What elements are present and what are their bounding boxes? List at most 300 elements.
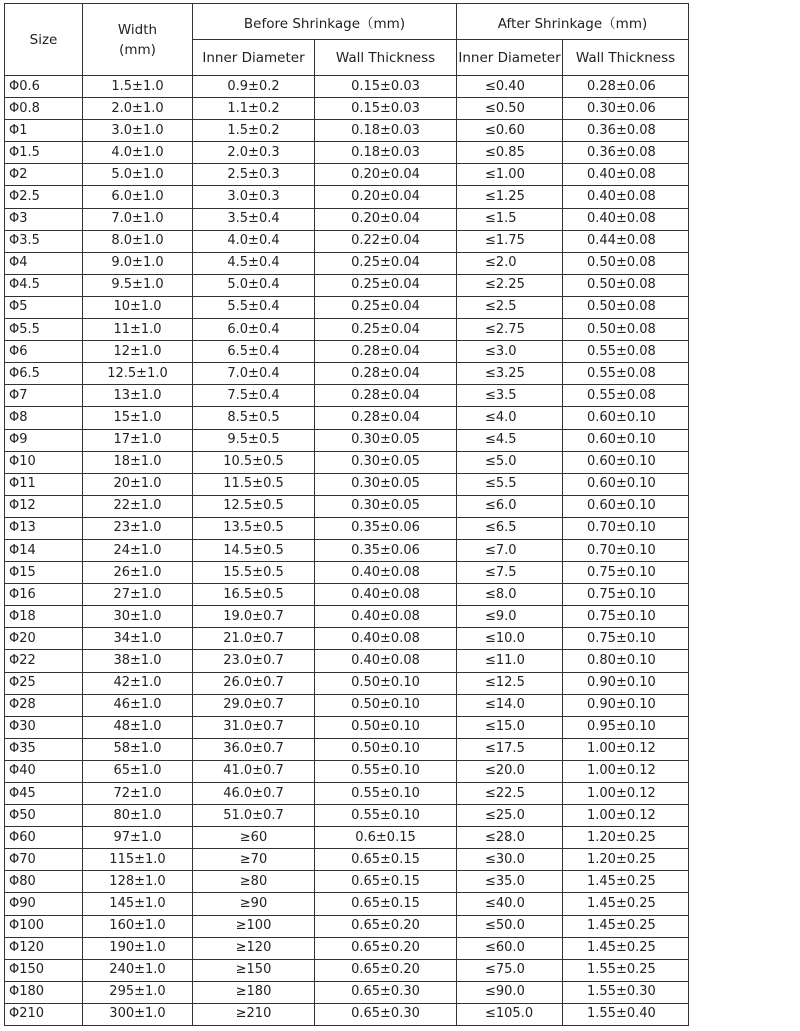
width-cell: 24±1.0 <box>83 539 193 561</box>
width-cell: 10±1.0 <box>83 296 193 318</box>
size-cell: Φ35 <box>5 738 83 760</box>
width-cell: 65±1.0 <box>83 760 193 782</box>
after-inner-diameter-cell: ≤30.0 <box>457 849 563 871</box>
size-cell: Φ0.8 <box>5 98 83 120</box>
before-inner-diameter-cell: 7.0±0.4 <box>193 363 315 385</box>
before-inner-diameter-cell: 51.0±0.7 <box>193 805 315 827</box>
header-before-wall-thickness: Wall Thickness <box>315 40 457 76</box>
after-wall-thickness-cell: 0.30±0.06 <box>563 98 689 120</box>
before-wall-thickness-cell: 0.65±0.20 <box>315 937 457 959</box>
after-inner-diameter-cell: ≤1.00 <box>457 164 563 186</box>
after-wall-thickness-cell: 0.36±0.08 <box>563 120 689 142</box>
before-inner-diameter-cell: 31.0±0.7 <box>193 716 315 738</box>
after-inner-diameter-cell: ≤5.0 <box>457 451 563 473</box>
size-cell: Φ5.5 <box>5 319 83 341</box>
size-cell: Φ28 <box>5 694 83 716</box>
size-cell: Φ1 <box>5 120 83 142</box>
header-after-shrinkage: After Shrinkage（mm) <box>457 4 689 40</box>
width-cell: 15±1.0 <box>83 407 193 429</box>
before-wall-thickness-cell: 0.50±0.10 <box>315 672 457 694</box>
table-body <box>5 76 689 1026</box>
before-wall-thickness-cell: 0.50±0.10 <box>315 694 457 716</box>
before-inner-diameter-cell: 46.0±0.7 <box>193 783 315 805</box>
after-inner-diameter-cell: ≤4.5 <box>457 429 563 451</box>
width-cell: 4.0±1.0 <box>83 142 193 164</box>
width-cell: 295±1.0 <box>83 981 193 1003</box>
after-inner-diameter-cell: ≤0.50 <box>457 98 563 120</box>
size-cell: Φ20 <box>5 628 83 650</box>
after-wall-thickness-cell: 0.90±0.10 <box>563 672 689 694</box>
width-cell: 80±1.0 <box>83 805 193 827</box>
after-inner-diameter-cell: ≤20.0 <box>457 760 563 782</box>
size-cell: Φ2 <box>5 164 83 186</box>
after-wall-thickness-cell: 0.44±0.08 <box>563 230 689 252</box>
after-inner-diameter-cell: ≤22.5 <box>457 783 563 805</box>
size-cell: Φ40 <box>5 760 83 782</box>
before-wall-thickness-cell: 0.65±0.20 <box>315 915 457 937</box>
after-inner-diameter-cell: ≤2.0 <box>457 252 563 274</box>
before-inner-diameter-cell: 13.5±0.5 <box>193 517 315 539</box>
table-row <box>5 208 689 230</box>
before-wall-thickness-cell: 0.30±0.05 <box>315 495 457 517</box>
header-after-inner-diameter: Inner Diameter <box>457 40 563 76</box>
after-wall-thickness-cell: 0.75±0.10 <box>563 606 689 628</box>
before-inner-diameter-cell: 8.5±0.5 <box>193 407 315 429</box>
before-wall-thickness-cell: 0.35±0.06 <box>315 539 457 561</box>
before-inner-diameter-cell: 11.5±0.5 <box>193 473 315 495</box>
before-wall-thickness-cell: 0.28±0.04 <box>315 363 457 385</box>
before-inner-diameter-cell: 36.0±0.7 <box>193 738 315 760</box>
before-inner-diameter-cell: 10.5±0.5 <box>193 451 315 473</box>
table-row <box>5 628 689 650</box>
table-row <box>5 893 689 915</box>
before-inner-diameter-cell: 15.5±0.5 <box>193 562 315 584</box>
table-row <box>5 252 689 274</box>
table-row <box>5 672 689 694</box>
size-cell: Φ15 <box>5 562 83 584</box>
after-inner-diameter-cell: ≤2.25 <box>457 274 563 296</box>
after-inner-diameter-cell: ≤17.5 <box>457 738 563 760</box>
after-inner-diameter-cell: ≤0.40 <box>457 76 563 98</box>
before-inner-diameter-cell: 16.5±0.5 <box>193 584 315 606</box>
before-wall-thickness-cell: 0.40±0.08 <box>315 584 457 606</box>
before-wall-thickness-cell: 0.40±0.08 <box>315 650 457 672</box>
table-row <box>5 385 689 407</box>
before-wall-thickness-cell: 0.40±0.08 <box>315 628 457 650</box>
before-wall-thickness-cell: 0.65±0.20 <box>315 959 457 981</box>
before-wall-thickness-cell: 0.65±0.15 <box>315 893 457 915</box>
width-cell: 46±1.0 <box>83 694 193 716</box>
after-wall-thickness-cell: 0.75±0.10 <box>563 584 689 606</box>
after-inner-diameter-cell: ≤3.0 <box>457 341 563 363</box>
after-wall-thickness-cell: 0.36±0.08 <box>563 142 689 164</box>
before-inner-diameter-cell: 1.1±0.2 <box>193 98 315 120</box>
after-wall-thickness-cell: 0.60±0.10 <box>563 407 689 429</box>
table-row <box>5 760 689 782</box>
after-wall-thickness-cell: 0.50±0.08 <box>563 252 689 274</box>
table-row <box>5 296 689 318</box>
before-wall-thickness-cell: 0.65±0.15 <box>315 871 457 893</box>
before-wall-thickness-cell: 0.18±0.03 <box>315 120 457 142</box>
before-wall-thickness-cell: 0.35±0.06 <box>315 517 457 539</box>
before-inner-diameter-cell: 1.5±0.2 <box>193 120 315 142</box>
before-wall-thickness-cell: 0.65±0.30 <box>315 981 457 1003</box>
before-wall-thickness-cell: 0.15±0.03 <box>315 98 457 120</box>
before-inner-diameter-cell: ≥180 <box>193 981 315 1003</box>
before-inner-diameter-cell: 3.5±0.4 <box>193 208 315 230</box>
before-inner-diameter-cell: 2.5±0.3 <box>193 164 315 186</box>
size-cell: Φ120 <box>5 937 83 959</box>
before-inner-diameter-cell: 12.5±0.5 <box>193 495 315 517</box>
after-wall-thickness-cell: 0.50±0.08 <box>563 274 689 296</box>
after-inner-diameter-cell: ≤40.0 <box>457 893 563 915</box>
size-cell: Φ16 <box>5 584 83 606</box>
header-after-wall-thickness: Wall Thickness <box>563 40 689 76</box>
size-cell: Φ11 <box>5 473 83 495</box>
table-row <box>5 562 689 584</box>
after-wall-thickness-cell: 0.60±0.10 <box>563 429 689 451</box>
after-wall-thickness-cell: 1.45±0.25 <box>563 871 689 893</box>
after-wall-thickness-cell: 0.55±0.08 <box>563 385 689 407</box>
before-wall-thickness-cell: 0.55±0.10 <box>315 760 457 782</box>
size-cell: Φ90 <box>5 893 83 915</box>
size-cell: Φ22 <box>5 650 83 672</box>
before-wall-thickness-cell: 0.28±0.04 <box>315 407 457 429</box>
size-cell: Φ9 <box>5 429 83 451</box>
after-inner-diameter-cell: ≤3.25 <box>457 363 563 385</box>
after-wall-thickness-cell: 1.20±0.25 <box>563 849 689 871</box>
width-cell: 145±1.0 <box>83 893 193 915</box>
after-inner-diameter-cell: ≤6.0 <box>457 495 563 517</box>
before-inner-diameter-cell: ≥210 <box>193 1003 315 1025</box>
table-row <box>5 981 689 1003</box>
table-row <box>5 451 689 473</box>
after-inner-diameter-cell: ≤9.0 <box>457 606 563 628</box>
width-cell: 3.0±1.0 <box>83 120 193 142</box>
size-cell: Φ60 <box>5 827 83 849</box>
table-row <box>5 186 689 208</box>
width-cell: 18±1.0 <box>83 451 193 473</box>
after-wall-thickness-cell: 1.55±0.30 <box>563 981 689 1003</box>
after-wall-thickness-cell: 0.55±0.08 <box>563 363 689 385</box>
table-row <box>5 1003 689 1025</box>
after-inner-diameter-cell: ≤2.75 <box>457 319 563 341</box>
before-inner-diameter-cell: 9.5±0.5 <box>193 429 315 451</box>
size-cell: Φ2.5 <box>5 186 83 208</box>
table-row <box>5 407 689 429</box>
before-inner-diameter-cell: 23.0±0.7 <box>193 650 315 672</box>
width-cell: 23±1.0 <box>83 517 193 539</box>
width-cell: 115±1.0 <box>83 849 193 871</box>
before-inner-diameter-cell: 5.5±0.4 <box>193 296 315 318</box>
width-cell: 1.5±1.0 <box>83 76 193 98</box>
header-before-shrinkage: Before Shrinkage（mm) <box>193 4 457 40</box>
before-wall-thickness-cell: 0.30±0.05 <box>315 473 457 495</box>
after-inner-diameter-cell: ≤6.5 <box>457 517 563 539</box>
size-cell: Φ180 <box>5 981 83 1003</box>
width-cell: 128±1.0 <box>83 871 193 893</box>
after-wall-thickness-cell: 1.45±0.25 <box>563 937 689 959</box>
width-cell: 11±1.0 <box>83 319 193 341</box>
before-inner-diameter-cell: 7.5±0.4 <box>193 385 315 407</box>
table-row <box>5 606 689 628</box>
width-cell: 20±1.0 <box>83 473 193 495</box>
before-wall-thickness-cell: 0.50±0.10 <box>315 738 457 760</box>
width-cell: 42±1.0 <box>83 672 193 694</box>
size-cell: Φ18 <box>5 606 83 628</box>
width-cell: 97±1.0 <box>83 827 193 849</box>
after-wall-thickness-cell: 1.45±0.25 <box>563 915 689 937</box>
after-wall-thickness-cell: 1.00±0.12 <box>563 805 689 827</box>
after-wall-thickness-cell: 1.55±0.40 <box>563 1003 689 1025</box>
after-wall-thickness-cell: 0.75±0.10 <box>563 562 689 584</box>
table-row <box>5 738 689 760</box>
after-wall-thickness-cell: 1.20±0.25 <box>563 827 689 849</box>
table-row <box>5 827 689 849</box>
table-row <box>5 959 689 981</box>
after-wall-thickness-cell: 0.55±0.08 <box>563 341 689 363</box>
before-inner-diameter-cell: 6.0±0.4 <box>193 319 315 341</box>
before-inner-diameter-cell: ≥100 <box>193 915 315 937</box>
before-wall-thickness-cell: 0.50±0.10 <box>315 716 457 738</box>
table-row <box>5 805 689 827</box>
before-inner-diameter-cell: 2.0±0.3 <box>193 142 315 164</box>
after-wall-thickness-cell: 1.00±0.12 <box>563 760 689 782</box>
before-wall-thickness-cell: 0.65±0.30 <box>315 1003 457 1025</box>
size-cell: Φ4 <box>5 252 83 274</box>
before-inner-diameter-cell: ≥150 <box>193 959 315 981</box>
size-cell: Φ12 <box>5 495 83 517</box>
table-row <box>5 694 689 716</box>
before-wall-thickness-cell: 0.55±0.10 <box>315 805 457 827</box>
size-cell: Φ50 <box>5 805 83 827</box>
header-width <box>83 4 193 76</box>
after-inner-diameter-cell: ≤35.0 <box>457 871 563 893</box>
size-cell: Φ6 <box>5 341 83 363</box>
size-cell: Φ14 <box>5 539 83 561</box>
width-cell: 2.0±1.0 <box>83 98 193 120</box>
after-inner-diameter-cell: ≤75.0 <box>457 959 563 981</box>
after-wall-thickness-cell: 0.60±0.10 <box>563 451 689 473</box>
size-cell: Φ13 <box>5 517 83 539</box>
size-cell: Φ80 <box>5 871 83 893</box>
table-row <box>5 650 689 672</box>
after-inner-diameter-cell: ≤3.5 <box>457 385 563 407</box>
before-inner-diameter-cell: 21.0±0.7 <box>193 628 315 650</box>
table-row <box>5 849 689 871</box>
table-row <box>5 429 689 451</box>
after-wall-thickness-cell: 1.55±0.25 <box>563 959 689 981</box>
width-cell: 26±1.0 <box>83 562 193 584</box>
before-inner-diameter-cell: ≥120 <box>193 937 315 959</box>
size-cell: Φ30 <box>5 716 83 738</box>
before-wall-thickness-cell: 0.28±0.04 <box>315 341 457 363</box>
table-row <box>5 98 689 120</box>
after-wall-thickness-cell: 0.40±0.08 <box>563 164 689 186</box>
before-wall-thickness-cell: 0.65±0.15 <box>315 849 457 871</box>
width-cell: 240±1.0 <box>83 959 193 981</box>
table-row <box>5 363 689 385</box>
size-cell: Φ150 <box>5 959 83 981</box>
size-cell: Φ4.5 <box>5 274 83 296</box>
width-cell: 13±1.0 <box>83 385 193 407</box>
after-wall-thickness-cell: 0.50±0.08 <box>563 319 689 341</box>
header-size: Size <box>5 4 83 76</box>
size-cell: Φ10 <box>5 451 83 473</box>
before-inner-diameter-cell: ≥80 <box>193 871 315 893</box>
before-inner-diameter-cell: 6.5±0.4 <box>193 341 315 363</box>
after-inner-diameter-cell: ≤60.0 <box>457 937 563 959</box>
before-inner-diameter-cell: 26.0±0.7 <box>193 672 315 694</box>
after-wall-thickness-cell: 1.00±0.12 <box>563 738 689 760</box>
size-cell: Φ0.6 <box>5 76 83 98</box>
before-inner-diameter-cell: 29.0±0.7 <box>193 694 315 716</box>
after-wall-thickness-cell: 0.28±0.06 <box>563 76 689 98</box>
after-inner-diameter-cell: ≤28.0 <box>457 827 563 849</box>
after-inner-diameter-cell: ≤8.0 <box>457 584 563 606</box>
table-header <box>5 4 689 76</box>
table-row <box>5 120 689 142</box>
width-cell: 58±1.0 <box>83 738 193 760</box>
table-row <box>5 871 689 893</box>
width-cell: 12.5±1.0 <box>83 363 193 385</box>
table-row <box>5 319 689 341</box>
width-cell: 7.0±1.0 <box>83 208 193 230</box>
table-row <box>5 142 689 164</box>
table-row <box>5 783 689 805</box>
before-inner-diameter-cell: 41.0±0.7 <box>193 760 315 782</box>
before-wall-thickness-cell: 0.20±0.04 <box>315 208 457 230</box>
after-inner-diameter-cell: ≤14.0 <box>457 694 563 716</box>
header-width-unit: (mm) <box>119 41 156 58</box>
after-inner-diameter-cell: ≤7.5 <box>457 562 563 584</box>
before-wall-thickness-cell: 0.18±0.03 <box>315 142 457 164</box>
width-cell: 190±1.0 <box>83 937 193 959</box>
after-inner-diameter-cell: ≤0.85 <box>457 142 563 164</box>
size-cell: Φ8 <box>5 407 83 429</box>
table-row <box>5 716 689 738</box>
size-cell: Φ6.5 <box>5 363 83 385</box>
before-wall-thickness-cell: 0.40±0.08 <box>315 606 457 628</box>
after-inner-diameter-cell: ≤0.60 <box>457 120 563 142</box>
before-inner-diameter-cell: 4.5±0.4 <box>193 252 315 274</box>
width-cell: 300±1.0 <box>83 1003 193 1025</box>
after-wall-thickness-cell: 0.70±0.10 <box>563 517 689 539</box>
size-cell: Φ25 <box>5 672 83 694</box>
table-row <box>5 495 689 517</box>
width-cell: 6.0±1.0 <box>83 186 193 208</box>
spec-table <box>4 3 689 1026</box>
before-wall-thickness-cell: 0.28±0.04 <box>315 385 457 407</box>
width-cell: 48±1.0 <box>83 716 193 738</box>
after-wall-thickness-cell: 0.40±0.08 <box>563 186 689 208</box>
size-cell: Φ3.5 <box>5 230 83 252</box>
size-cell: Φ70 <box>5 849 83 871</box>
before-wall-thickness-cell: 0.30±0.05 <box>315 451 457 473</box>
before-inner-diameter-cell: 3.0±0.3 <box>193 186 315 208</box>
after-inner-diameter-cell: ≤90.0 <box>457 981 563 1003</box>
before-wall-thickness-cell: 0.6±0.15 <box>315 827 457 849</box>
after-inner-diameter-cell: ≤12.5 <box>457 672 563 694</box>
after-inner-diameter-cell: ≤15.0 <box>457 716 563 738</box>
after-wall-thickness-cell: 0.60±0.10 <box>563 495 689 517</box>
header-width-label: Width <box>117 21 158 38</box>
after-inner-diameter-cell: ≤2.5 <box>457 296 563 318</box>
size-cell: Φ1.5 <box>5 142 83 164</box>
before-wall-thickness-cell: 0.30±0.05 <box>315 429 457 451</box>
after-wall-thickness-cell: 0.60±0.10 <box>563 473 689 495</box>
table-row <box>5 274 689 296</box>
after-wall-thickness-cell: 0.75±0.10 <box>563 628 689 650</box>
before-wall-thickness-cell: 0.20±0.04 <box>315 186 457 208</box>
table-row <box>5 539 689 561</box>
after-inner-diameter-cell: ≤25.0 <box>457 805 563 827</box>
before-inner-diameter-cell: 5.0±0.4 <box>193 274 315 296</box>
before-wall-thickness-cell: 0.25±0.04 <box>315 274 457 296</box>
table-row <box>5 915 689 937</box>
before-wall-thickness-cell: 0.20±0.04 <box>315 164 457 186</box>
header-before-inner-diameter: Inner Diameter <box>193 40 315 76</box>
before-wall-thickness-cell: 0.25±0.04 <box>315 296 457 318</box>
after-wall-thickness-cell: 0.90±0.10 <box>563 694 689 716</box>
size-cell: Φ100 <box>5 915 83 937</box>
after-inner-diameter-cell: ≤10.0 <box>457 628 563 650</box>
before-wall-thickness-cell: 0.40±0.08 <box>315 562 457 584</box>
after-wall-thickness-cell: 1.00±0.12 <box>563 783 689 805</box>
before-wall-thickness-cell: 0.55±0.10 <box>315 783 457 805</box>
size-cell: Φ210 <box>5 1003 83 1025</box>
table-row <box>5 473 689 495</box>
width-cell: 22±1.0 <box>83 495 193 517</box>
table-row <box>5 341 689 363</box>
after-inner-diameter-cell: ≤50.0 <box>457 915 563 937</box>
size-cell: Φ45 <box>5 783 83 805</box>
after-wall-thickness-cell: 0.95±0.10 <box>563 716 689 738</box>
size-cell: Φ3 <box>5 208 83 230</box>
before-inner-diameter-cell: ≥70 <box>193 849 315 871</box>
before-inner-diameter-cell: ≥90 <box>193 893 315 915</box>
after-wall-thickness-cell: 1.45±0.25 <box>563 893 689 915</box>
table-row <box>5 937 689 959</box>
before-wall-thickness-cell: 0.25±0.04 <box>315 252 457 274</box>
width-cell: 38±1.0 <box>83 650 193 672</box>
before-wall-thickness-cell: 0.15±0.03 <box>315 76 457 98</box>
width-cell: 8.0±1.0 <box>83 230 193 252</box>
width-cell: 27±1.0 <box>83 584 193 606</box>
table-row <box>5 517 689 539</box>
after-inner-diameter-cell: ≤1.75 <box>457 230 563 252</box>
after-wall-thickness-cell: 0.50±0.08 <box>563 296 689 318</box>
table-row <box>5 584 689 606</box>
after-inner-diameter-cell: ≤105.0 <box>457 1003 563 1025</box>
after-wall-thickness-cell: 0.70±0.10 <box>563 539 689 561</box>
after-inner-diameter-cell: ≤7.0 <box>457 539 563 561</box>
after-inner-diameter-cell: ≤1.5 <box>457 208 563 230</box>
after-inner-diameter-cell: ≤1.25 <box>457 186 563 208</box>
width-cell: 30±1.0 <box>83 606 193 628</box>
before-wall-thickness-cell: 0.22±0.04 <box>315 230 457 252</box>
before-inner-diameter-cell: ≥60 <box>193 827 315 849</box>
width-cell: 72±1.0 <box>83 783 193 805</box>
width-cell: 12±1.0 <box>83 341 193 363</box>
width-cell: 160±1.0 <box>83 915 193 937</box>
after-inner-diameter-cell: ≤5.5 <box>457 473 563 495</box>
before-wall-thickness-cell: 0.25±0.04 <box>315 319 457 341</box>
width-cell: 17±1.0 <box>83 429 193 451</box>
before-inner-diameter-cell: 14.5±0.5 <box>193 539 315 561</box>
width-cell: 34±1.0 <box>83 628 193 650</box>
after-wall-thickness-cell: 0.80±0.10 <box>563 650 689 672</box>
